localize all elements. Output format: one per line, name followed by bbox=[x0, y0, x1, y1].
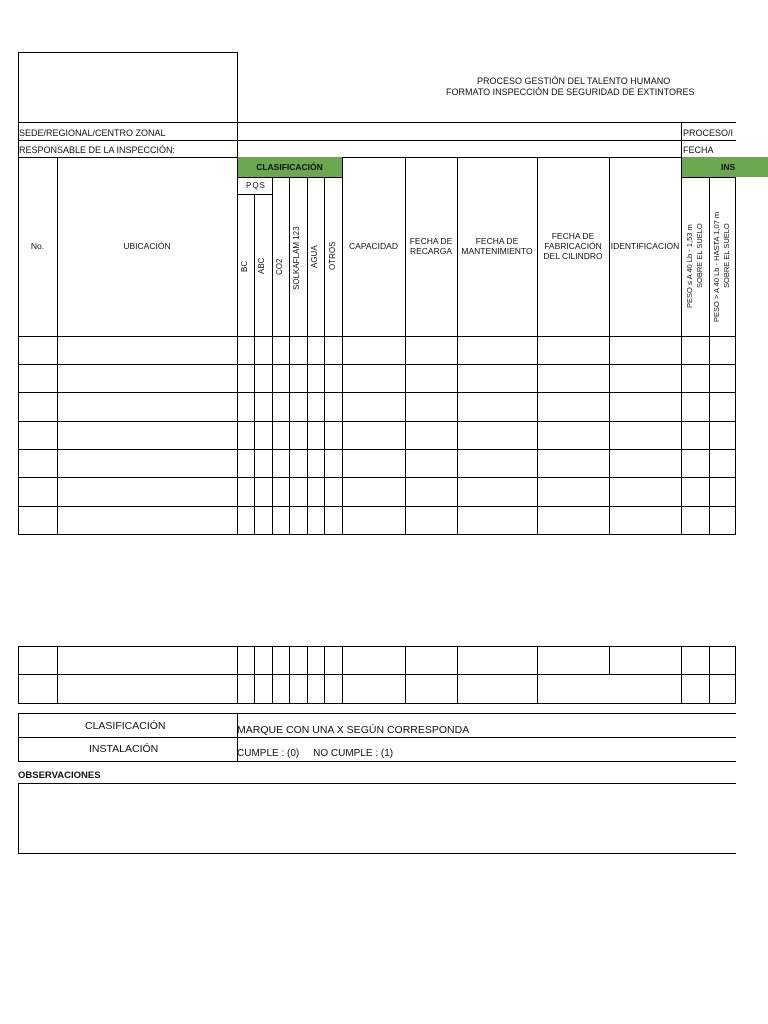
table-row bbox=[18, 449, 736, 450]
legend-instalacion-text: CUMPLE : (0) NO CUMPLE : (1) bbox=[237, 748, 394, 759]
observaciones-label: OBSERVACIONES bbox=[18, 770, 101, 781]
table-left-border bbox=[18, 157, 19, 535]
info-line bbox=[18, 157, 736, 158]
table2-col bbox=[405, 646, 406, 703]
legend-line bbox=[18, 713, 736, 714]
table2-col bbox=[735, 646, 736, 703]
col-line bbox=[57, 157, 58, 535]
table2-top bbox=[18, 646, 736, 647]
table2-col bbox=[289, 646, 290, 703]
table-row bbox=[18, 534, 736, 535]
table2-col bbox=[537, 646, 538, 703]
table2-col bbox=[324, 646, 325, 703]
col-bc: BC bbox=[240, 260, 249, 272]
table-row bbox=[18, 364, 736, 365]
table2-col bbox=[254, 646, 255, 703]
table2-col bbox=[272, 646, 273, 703]
col-line bbox=[537, 157, 538, 535]
table2-row bbox=[18, 703, 736, 704]
legend-line bbox=[18, 761, 736, 762]
col-line bbox=[342, 157, 343, 535]
table-row bbox=[18, 421, 736, 422]
clasificacion-header: CLASIFICACIÓN bbox=[237, 157, 342, 177]
pqs-label: PQS bbox=[246, 181, 266, 190]
legend-clasificacion-text: MARQUE CON UNA X SEGÚN CORRESPONDA bbox=[237, 724, 470, 736]
legend-clasificacion-label: CLASIFICACIÓN bbox=[85, 720, 166, 732]
col-line bbox=[289, 177, 290, 535]
col-fecha-fab-2: FABRICACIÓN bbox=[544, 240, 602, 251]
info-divider bbox=[681, 122, 682, 157]
proceso-label: PROCESO/I bbox=[683, 128, 734, 138]
col-ubicacion: UBICACIÓN bbox=[123, 240, 171, 251]
col-line bbox=[307, 177, 308, 535]
col-peso2-a: PESO > A 40 Lb - HASTA 1,07 m bbox=[712, 211, 721, 322]
table-row bbox=[18, 506, 736, 507]
col-line bbox=[272, 177, 273, 535]
table2-col bbox=[57, 646, 58, 703]
info-line bbox=[18, 140, 736, 141]
legend-line bbox=[18, 737, 736, 738]
table2-col bbox=[307, 646, 308, 703]
table2-col bbox=[609, 646, 610, 675]
col-agua: AGUA bbox=[310, 245, 319, 268]
col-peso1-b: SOBRE EL SUELO bbox=[695, 223, 704, 288]
col-line bbox=[405, 157, 406, 535]
col-fecha-fab-3: DEL CILINDRO bbox=[543, 250, 603, 261]
table-row bbox=[18, 392, 736, 393]
col-co2: CO2 bbox=[275, 258, 284, 275]
title-line-1: PROCESO GESTIÓN DEL TALENTO HUMANO bbox=[477, 76, 671, 86]
logo-box bbox=[18, 52, 238, 123]
header-bottom-line bbox=[18, 336, 736, 337]
col-fecha-recarga-2: RECARGA bbox=[409, 245, 453, 256]
observaciones-bottom bbox=[18, 853, 736, 854]
col-fecha-mant-1: FECHA DE bbox=[475, 235, 519, 246]
title-line-2: FORMATO INSPECCIÓN DE SEGURIDAD DE EXTINTORES bbox=[446, 87, 695, 97]
legend-instalacion-label: INSTALACIÓN bbox=[89, 743, 159, 755]
col-abc: ABC bbox=[257, 257, 266, 274]
col-line bbox=[681, 157, 682, 535]
table2-col bbox=[457, 646, 458, 703]
col-line bbox=[735, 177, 736, 535]
sede-label: SEDE/REGIONAL/CENTRO ZONAL bbox=[19, 128, 166, 138]
col-peso2-b: SOBRE EL SUELO bbox=[722, 223, 731, 288]
col-otros: OTROS bbox=[328, 241, 337, 270]
col-line bbox=[457, 157, 458, 535]
observaciones-field[interactable] bbox=[19, 784, 735, 852]
table2-row bbox=[18, 674, 736, 675]
col-fecha-fab-1: FECHA DE bbox=[551, 230, 595, 241]
info-divider bbox=[237, 122, 238, 157]
col-capacidad: CAPACIDAD bbox=[349, 240, 398, 251]
responsable-label: RESPONSABLE DE LA INSPECCIÓN: bbox=[19, 145, 176, 155]
inspeccion-header: INS bbox=[681, 157, 768, 177]
table2-col bbox=[709, 646, 710, 703]
table2-col bbox=[237, 646, 238, 703]
col-line bbox=[237, 157, 238, 535]
fecha-label: FECHA bbox=[683, 145, 714, 155]
header-top-line bbox=[237, 122, 736, 123]
col-identificacion: IDENTIFICACION bbox=[610, 240, 680, 251]
table2-col bbox=[681, 646, 682, 703]
col-fecha-recarga-1: FECHA DE bbox=[409, 235, 453, 246]
col-line bbox=[709, 177, 710, 535]
col-no: No. bbox=[30, 240, 45, 251]
col-line bbox=[324, 177, 325, 535]
col-peso1-a: PESO ≤ A 40 Lb - 1,53 m bbox=[685, 224, 694, 308]
table2-col bbox=[342, 646, 343, 703]
col-line bbox=[609, 157, 610, 535]
col-fecha-mant-2: MANTENIMIENTO bbox=[461, 245, 533, 256]
legend-col bbox=[18, 713, 19, 761]
table-row bbox=[18, 477, 736, 478]
table2-col bbox=[18, 646, 19, 703]
col-solkaflam: SOLKAFLAM 123 bbox=[292, 226, 301, 290]
